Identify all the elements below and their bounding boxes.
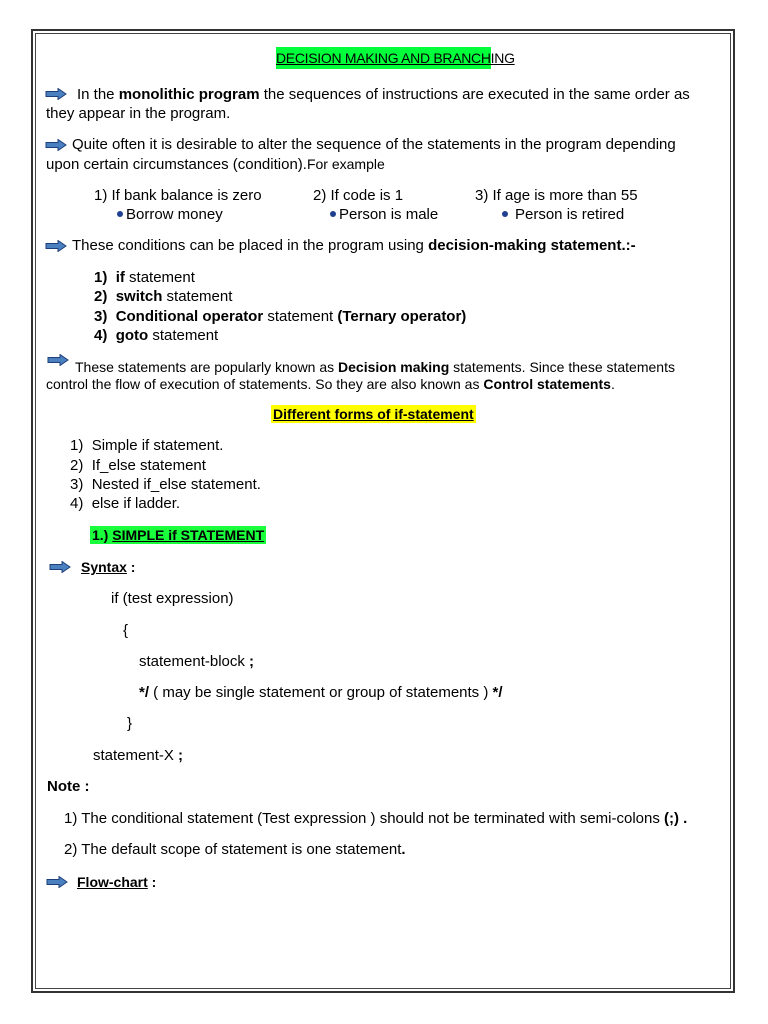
- example-result-1: Borrow money: [117, 206, 223, 223]
- arrow-right-icon: [47, 354, 69, 366]
- syntax-close-brace: }: [127, 715, 133, 732]
- example-condition-3: 3) If age is more than 55: [475, 187, 638, 204]
- syntax-label: Syntax :: [81, 559, 136, 575]
- arrow-right-icon: [45, 88, 67, 100]
- intro-paragraph-2-line-2: upon certain circumstances (condition).For example: [46, 156, 385, 173]
- form-item-3: 3) Nested if_else statement.: [70, 476, 261, 493]
- note-item-1: 1) The conditional statement (Test expression ) should not be terminated with semi-colons (;) .: [64, 810, 688, 827]
- example-result-2: Person is male: [330, 206, 438, 223]
- known-as-line-1: These statements are popularly known as Decision making statements. Since these statements: [75, 359, 675, 375]
- bullet-icon: [502, 211, 508, 217]
- statement-item-4: 4) goto statement: [94, 327, 219, 344]
- simple-if-heading: 1.) SIMPLE if STATEMENT: [92, 527, 265, 543]
- form-item-1: 1) Simple if statement.: [70, 437, 224, 454]
- bullet-icon: [117, 211, 123, 217]
- bullet-icon: [330, 211, 336, 217]
- statement-item-1: 1) if statement: [94, 269, 195, 286]
- flowchart-label: Flow-chart :: [77, 874, 157, 890]
- page-title: DECISION MAKING AND BRANCHING: [276, 47, 491, 69]
- syntax-statement-x: statement-X ;: [93, 747, 184, 764]
- arrow-right-icon: [45, 139, 67, 151]
- arrow-right-icon: [46, 876, 68, 888]
- example-condition-2: 2) If code is 1: [313, 187, 404, 204]
- arrow-right-icon: [49, 561, 71, 573]
- arrow-right-icon: [45, 240, 67, 252]
- form-item-4: 4) else if ladder.: [70, 495, 181, 512]
- intro-paragraph-2-line-1: Quite often it is desirable to alter the sequence of the statements in the program depending: [72, 136, 676, 153]
- example-condition-1: 1) If bank balance is zero: [94, 187, 262, 204]
- statement-item-3: 3) Conditional operator statement (Ternary operator): [94, 308, 467, 325]
- note-label: Note :: [47, 778, 90, 795]
- statement-item-2: 2) switch statement: [94, 288, 233, 305]
- syntax-if-line: if (test expression): [111, 590, 234, 607]
- known-as-line-2: control the flow of execution of statements. So they are also known as Control statements.: [46, 376, 615, 392]
- syntax-open-brace: {: [123, 622, 129, 639]
- example-result-3: Person is retired: [502, 206, 624, 223]
- intro-paragraph-1-line-1: In the monolithic program the sequences of instructions are executed in the same order as: [77, 86, 690, 103]
- conditions-sentence: These conditions can be placed in the program using decision-making statement.:-: [72, 237, 636, 254]
- intro-paragraph-1-line-2: they appear in the program.: [46, 105, 231, 122]
- syntax-comment: */ ( may be single statement or group of statements ) */: [139, 684, 503, 701]
- forms-heading: Different forms of if-statement: [273, 406, 474, 422]
- form-item-2: 2) If_else statement: [70, 457, 206, 474]
- syntax-statement-block: statement-block ;: [139, 653, 255, 670]
- note-item-2: 2) The default scope of statement is one statement.: [64, 841, 406, 858]
